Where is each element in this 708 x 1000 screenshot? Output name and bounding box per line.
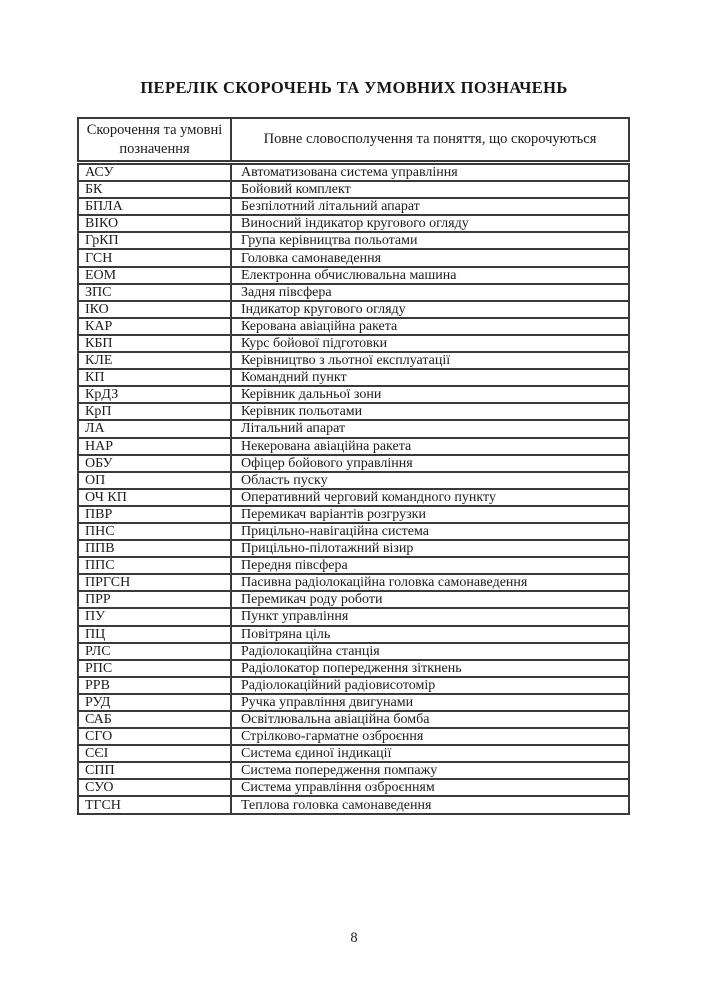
abbreviation-table-body xyxy=(78,163,629,814)
abbreviation-cell: АСУ xyxy=(78,163,231,182)
table-row xyxy=(78,420,629,437)
full-phrase-cell: Командний пункт xyxy=(231,369,629,386)
abbreviation-cell: РРВ xyxy=(78,677,231,694)
full-phrase-cell: Пункт управління xyxy=(231,608,629,625)
table-row xyxy=(78,745,629,762)
table-row xyxy=(78,318,629,335)
table-row xyxy=(78,352,629,369)
table-row xyxy=(78,506,629,523)
abbreviation-cell: ППВ xyxy=(78,540,231,557)
full-phrase-cell: Некерована авіаційна ракета xyxy=(231,438,629,455)
full-phrase-cell: Стрілково-гарматне озброєння xyxy=(231,728,629,745)
abbreviation-cell: ПРГСН xyxy=(78,574,231,591)
full-phrase-cell: Автоматизована система управління xyxy=(231,163,629,182)
full-phrase-cell: Курс бойової підготовки xyxy=(231,335,629,352)
table-row xyxy=(78,369,629,386)
abbreviation-cell: ВІКО xyxy=(78,215,231,232)
abbreviation-cell: КрДЗ xyxy=(78,386,231,403)
table-row xyxy=(78,335,629,352)
abbreviation-cell: БПЛА xyxy=(78,198,231,215)
table-row xyxy=(78,728,629,745)
full-phrase-cell: Літальний апарат xyxy=(231,420,629,437)
abbreviation-cell: ПРР xyxy=(78,591,231,608)
full-phrase-cell: Перемикач варіантів розгрузки xyxy=(231,506,629,523)
table-row xyxy=(78,403,629,420)
table-row xyxy=(78,608,629,625)
table-row xyxy=(78,301,629,318)
full-phrase-cell: Передня півсфера xyxy=(231,557,629,574)
abbreviation-cell: СУО xyxy=(78,779,231,796)
abbreviation-cell: СГО xyxy=(78,728,231,745)
abbreviation-table-header xyxy=(78,118,629,163)
full-phrase-cell: Радіолокаційний радіовисотомір xyxy=(231,677,629,694)
header-row xyxy=(78,118,629,163)
full-phrase-cell: Офіцер бойового управління xyxy=(231,455,629,472)
abbreviation-cell: РПС xyxy=(78,660,231,677)
full-phrase-cell: Ручка управління двигунами xyxy=(231,694,629,711)
abbreviation-cell: ПВР xyxy=(78,506,231,523)
full-phrase-cell: Пасивна радіолокаційна головка самонаведення xyxy=(231,574,629,591)
abbreviation-cell: ПЦ xyxy=(78,626,231,643)
page-title: ПЕРЕЛІК СКОРОЧЕНЬ ТА УМОВНИХ ПОЗНАЧЕНЬ xyxy=(140,78,568,97)
abbreviation-cell: РУД xyxy=(78,694,231,711)
table-row xyxy=(78,574,629,591)
abbreviation-cell: ПУ xyxy=(78,608,231,625)
abbreviation-cell: КрП xyxy=(78,403,231,420)
full-phrase-cell: Безпілотний літальний апарат xyxy=(231,198,629,215)
full-phrase-cell: Освітлювальна авіаційна бомба xyxy=(231,711,629,728)
full-phrase-cell: Керівництво з льотної експлуатації xyxy=(231,352,629,369)
abbreviation-cell: СПП xyxy=(78,762,231,779)
abbreviation-cell: ОЧ КП xyxy=(78,489,231,506)
abbreviation-cell: ГСН xyxy=(78,249,231,266)
table-row xyxy=(78,472,629,489)
full-phrase-cell: Електронна обчислювальна машина xyxy=(231,267,629,284)
abbreviation-cell: ППС xyxy=(78,557,231,574)
table-row xyxy=(78,438,629,455)
full-phrase-cell: Керована авіаційна ракета xyxy=(231,318,629,335)
full-phrase-cell: Група керівництва польотами xyxy=(231,232,629,249)
full-phrase-cell: Керівник польотами xyxy=(231,403,629,420)
table-row xyxy=(78,762,629,779)
table-row xyxy=(78,626,629,643)
table-row xyxy=(78,455,629,472)
abbreviation-cell: ЛА xyxy=(78,420,231,437)
table-row xyxy=(78,284,629,301)
abbreviation-cell: КЛЕ xyxy=(78,352,231,369)
table-row xyxy=(78,694,629,711)
table-row xyxy=(78,557,629,574)
abbreviation-cell: ЕОМ xyxy=(78,267,231,284)
abbreviation-cell: КП xyxy=(78,369,231,386)
table-row xyxy=(78,215,629,232)
table-row xyxy=(78,677,629,694)
header-full-phrase-column: Повне словосполучення та поняття, що скорочуються xyxy=(231,118,629,163)
abbreviation-cell: ЗПС xyxy=(78,284,231,301)
full-phrase-cell: Оперативний черговий командного пункту xyxy=(231,489,629,506)
table-row xyxy=(78,540,629,557)
full-phrase-cell: Бойовий комплект xyxy=(231,181,629,198)
table-row xyxy=(78,643,629,660)
table-row xyxy=(78,232,629,249)
abbreviation-cell: ОБУ xyxy=(78,455,231,472)
table-row xyxy=(78,267,629,284)
full-phrase-cell: Повітряна ціль xyxy=(231,626,629,643)
table-row xyxy=(78,249,629,266)
page-number: 8 xyxy=(350,930,358,946)
abbreviation-cell: ГрКП xyxy=(78,232,231,249)
abbreviation-cell: САБ xyxy=(78,711,231,728)
table-row xyxy=(78,796,629,813)
full-phrase-cell: Система попередження помпажу xyxy=(231,762,629,779)
abbreviation-cell: ТГСН xyxy=(78,796,231,813)
full-phrase-cell: Керівник дальньої зони xyxy=(231,386,629,403)
abbreviation-table xyxy=(77,117,630,815)
abbreviation-cell: КБП xyxy=(78,335,231,352)
header-abbreviation-column: Скорочення та умовні позначення xyxy=(78,118,231,163)
table-row xyxy=(78,779,629,796)
full-phrase-cell: Прицільно-пілотажний візир xyxy=(231,540,629,557)
abbreviation-cell: СЄІ xyxy=(78,745,231,762)
abbreviation-cell: НАР xyxy=(78,438,231,455)
full-phrase-cell: Перемикач роду роботи xyxy=(231,591,629,608)
abbreviation-cell: КАР xyxy=(78,318,231,335)
full-phrase-cell: Радіолокаційна станція xyxy=(231,643,629,660)
abbreviation-cell: РЛС xyxy=(78,643,231,660)
abbreviation-cell: ОП xyxy=(78,472,231,489)
abbreviation-cell: БК xyxy=(78,181,231,198)
abbreviation-cell: ІКО xyxy=(78,301,231,318)
table-row xyxy=(78,198,629,215)
table-row xyxy=(78,660,629,677)
table-row xyxy=(78,711,629,728)
full-phrase-cell: Радіолокатор попередження зіткнень xyxy=(231,660,629,677)
full-phrase-cell: Система управління озброєнням xyxy=(231,779,629,796)
full-phrase-cell: Область пуску xyxy=(231,472,629,489)
table-row xyxy=(78,591,629,608)
table-row xyxy=(78,386,629,403)
full-phrase-cell: Теплова головка самонаведення xyxy=(231,796,629,813)
abbreviation-cell: ПНС xyxy=(78,523,231,540)
table-row xyxy=(78,523,629,540)
table-row xyxy=(78,489,629,506)
full-phrase-cell: Прицільно-навігаційна система xyxy=(231,523,629,540)
full-phrase-cell: Головка самонаведення xyxy=(231,249,629,266)
full-phrase-cell: Індикатор кругового огляду xyxy=(231,301,629,318)
table-row xyxy=(78,181,629,198)
full-phrase-cell: Виносний індикатор кругового огляду xyxy=(231,215,629,232)
table-row xyxy=(78,163,629,182)
full-phrase-cell: Система єдиної індикації xyxy=(231,745,629,762)
full-phrase-cell: Задня півсфера xyxy=(231,284,629,301)
